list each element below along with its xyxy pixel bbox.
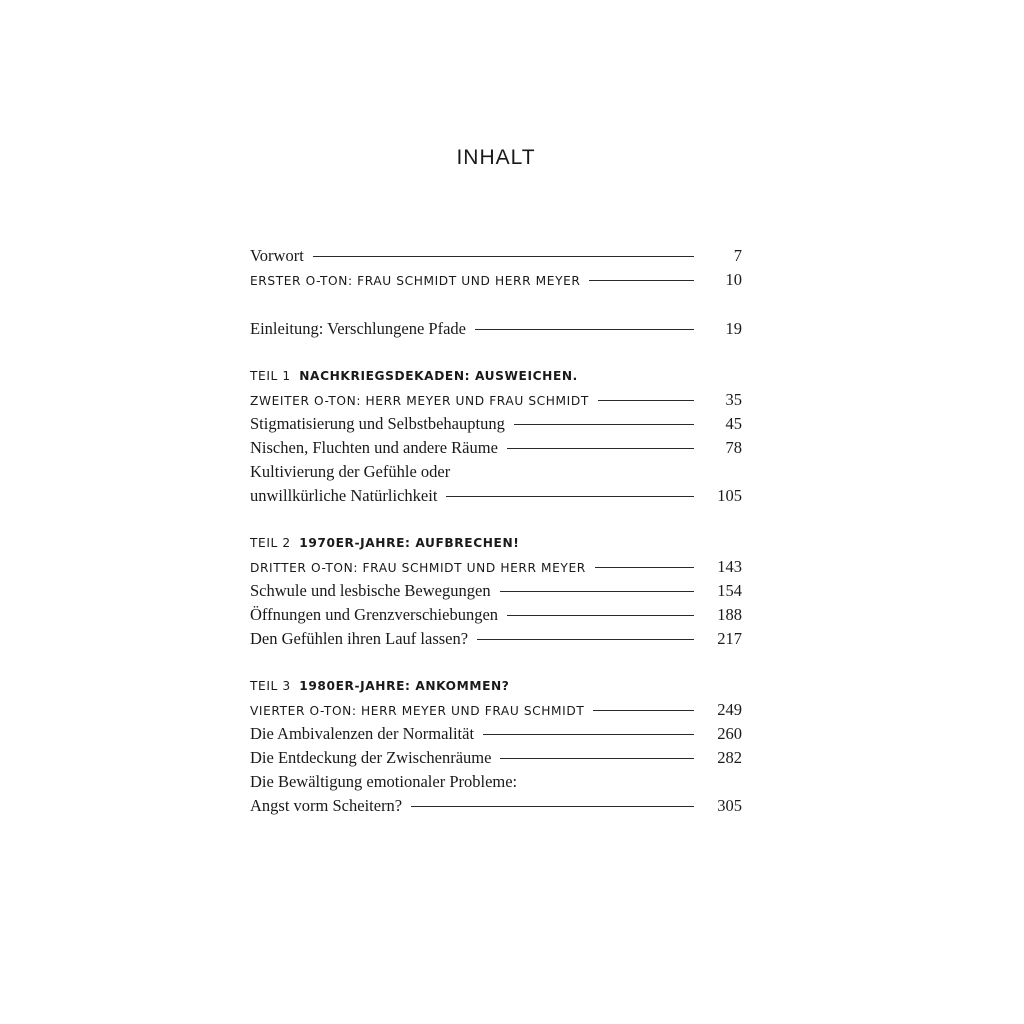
toc-entry-vorwort[interactable] [250,244,742,268]
toc-entry-label: ZWEITER O-TON: HERR MEYER UND FRAU SCHMIDT [250,394,589,408]
toc-entry-label: Stigmatisierung und Selbstbehauptung [250,414,505,433]
toc-page-number: 260 [717,724,742,743]
toc-page-number: 217 [717,629,742,648]
toc-page-number: 105 [717,486,742,505]
leader-line [514,424,694,425]
toc-entry-chapter[interactable] [250,412,742,436]
leader-line [483,734,694,735]
toc-entry-chapter[interactable] [250,746,742,770]
toc-entry-label: Nischen, Fluchten und andere Räume [250,438,498,457]
part-number: TEIL 1 [250,369,291,383]
toc-page-number: 78 [725,438,742,457]
toc-page-number: 282 [717,748,742,767]
toc-entry-chapter[interactable] [250,722,742,746]
toc-entry-label-line1: Die Bewältigung emotionaler Probleme: [250,772,518,791]
page-title: INHALT [456,146,536,169]
toc-page-number: 7 [733,246,742,265]
toc-entry-label: VIERTER O-TON: HERR MEYER UND FRAU SCHMIDT [250,704,585,718]
leader-line [589,280,694,281]
toc-entry-o-ton[interactable] [250,555,742,579]
toc-entry-erster-o-ton[interactable] [250,268,742,292]
toc-page-number: 143 [717,557,742,576]
leader-line [507,448,694,449]
toc-entry-chapter[interactable] [250,579,742,603]
toc-entry-label: Angst vorm Scheitern? [250,796,403,815]
part-title: 1970ER-JAHRE: AUFBRECHEN! [299,536,520,550]
part-heading-1[interactable] [250,364,742,388]
toc-page-number: 154 [717,581,742,600]
part-title: NACHKRIEGSDEKADEN: AUSWEICHEN. [299,369,578,383]
part-title: 1980ER-JAHRE: ANKOMMEN? [299,679,510,693]
part-heading-3[interactable] [250,674,742,698]
leader-line [475,329,694,330]
toc-page-number: 10 [725,270,742,289]
table-of-contents [250,244,742,818]
toc-entry-label-line1: Kultivierung der Gefühle oder [250,462,451,481]
toc-entry-o-ton[interactable] [250,388,742,412]
toc-entry-einleitung[interactable] [250,317,742,341]
toc-entry-label: Einleitung: Verschlungene Pfade [250,319,466,338]
leader-line [446,496,694,497]
part-heading-2[interactable] [250,531,742,555]
toc-entry-chapter[interactable] [250,627,742,651]
toc-entry-chapter[interactable] [250,794,742,818]
leader-line [507,615,694,616]
part-number: TEIL 2 [250,536,291,550]
toc-page-number: 35 [725,390,742,409]
toc-page-number: 45 [725,414,742,433]
toc-entry-label: DRITTER O-TON: FRAU SCHMIDT UND HERR MEYER [250,561,586,575]
toc-entry-label: Öffnungen und Grenzverschiebungen [250,605,499,624]
leader-line [598,400,694,401]
toc-entry-label: Die Ambivalenzen der Normalität [250,724,475,743]
part-number: TEIL 3 [250,679,291,693]
toc-entry-label: ERSTER O-TON: FRAU SCHMIDT UND HERR MEYER [250,274,581,288]
toc-entry-label: Schwule und lesbische Bewegungen [250,581,491,600]
leader-line [595,567,694,568]
leader-line [411,806,694,807]
leader-line [593,710,694,711]
toc-entry-label: Den Gefühlen ihren Lauf lassen? [250,629,469,648]
leader-line [477,639,694,640]
toc-entry-chapter[interactable] [250,603,742,627]
leader-line [500,758,694,759]
toc-page-number: 305 [717,796,742,815]
toc-entry-o-ton[interactable] [250,698,742,722]
toc-entry-label: Die Entdeckung der Zwischenräume [250,748,492,767]
toc-page-number: 188 [717,605,742,624]
toc-entry-chapter[interactable] [250,484,742,508]
toc-entry-label: Vorwort [250,246,304,265]
leader-line [500,591,694,592]
toc-entry-label: unwillkürliche Natürlichkeit [250,486,438,505]
toc-page-number: 249 [717,700,742,719]
leader-line [313,256,694,257]
toc-page-number: 19 [725,319,742,338]
toc-entry-chapter[interactable] [250,436,742,460]
